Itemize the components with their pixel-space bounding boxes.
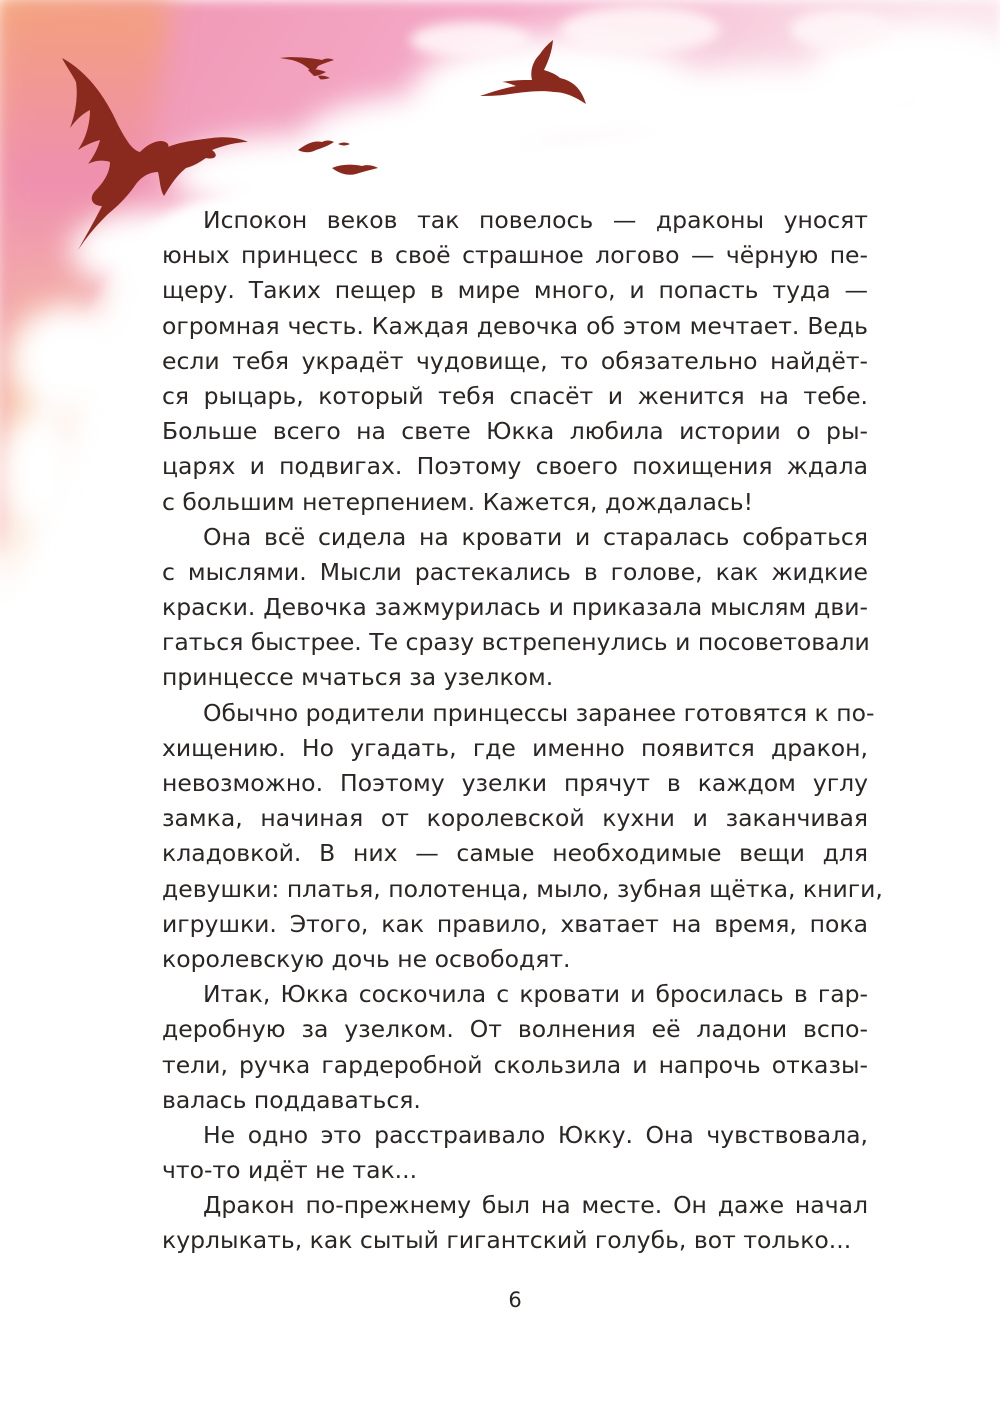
text-line: валась поддаваться. bbox=[162, 1085, 421, 1114]
text-line: курлыкать, как сытый гигантский голубь, вот только... bbox=[162, 1226, 852, 1255]
text-line: если тебя украдёт чудовище, то обязательно найдёт- bbox=[162, 346, 868, 375]
text-line: королевскую дочь не освободят. bbox=[162, 944, 571, 973]
text-line: щеру. Таких пещер в мире много, и попасть туда — bbox=[162, 276, 868, 305]
text-line: ся рыцарь, который тебя спасёт и женится на тебе. bbox=[162, 381, 868, 410]
text-line: Дракон по-прежнему был на месте. Он даже начал bbox=[203, 1191, 868, 1220]
text-line: девушки: платья, полотенца, мыло, зубная щётка, книги, bbox=[162, 874, 883, 903]
text-line: юных принцесс в своё страшное логово — чёрную пе- bbox=[162, 241, 868, 270]
text-line: Испокон веков так повелось — драконы уносят bbox=[203, 206, 868, 234]
paragraph bbox=[162, 1188, 868, 1258]
paragraph bbox=[162, 203, 868, 520]
text-line: краски. Девочка зажмурилась и приказала мыслям дви- bbox=[162, 593, 868, 622]
text-line: Обычно родители принцессы заранее готовятся к по- bbox=[203, 698, 875, 727]
text-line: с мыслями. Мысли растекались в голове, как жидкие bbox=[162, 557, 868, 586]
text-line: гаться быстрее. Те сразу встрепенулись и посоветовали bbox=[162, 628, 870, 657]
paragraph bbox=[162, 696, 883, 978]
text-line: Не одно это расстраивало Юкку. Она чувствовала, bbox=[203, 1120, 868, 1149]
text-line: тели, ручка гардеробной скользила и напрочь отказы- bbox=[162, 1050, 868, 1079]
text-line: Она всё сидела на кровати и старалась собраться bbox=[203, 522, 868, 551]
text-line: игрушки. Этого, как правило, хватает на время, пока bbox=[162, 909, 868, 938]
text-line: царях и подвигах. Поэтому своего похищения ждала bbox=[162, 452, 868, 481]
paragraph bbox=[162, 1118, 868, 1188]
text-line: что-то идёт не так... bbox=[162, 1156, 418, 1185]
text-line: кладовкой. В них — самые необходимые вещи для bbox=[162, 839, 868, 868]
text-line: Больше всего на свете Юкка любила истории о ры- bbox=[162, 417, 868, 446]
text-line: хищению. Но угадать, где именно появится дракон, bbox=[162, 733, 868, 762]
text-line: огромная честь. Каждая девочка об этом мечтает. Ведь bbox=[162, 311, 868, 340]
story-text bbox=[162, 203, 883, 1259]
text-line: невозможно. Поэтому узелки прячут в каждом углу bbox=[162, 769, 868, 797]
text-line: принцессе мчаться за узелком. bbox=[162, 663, 554, 692]
page-number: 6 bbox=[508, 1288, 522, 1312]
text-line: Итак, Юкка соскочила с кровати и бросилась в гар- bbox=[203, 980, 868, 1009]
text-line: с большим нетерпением. Кажется, дождалась! bbox=[162, 487, 754, 516]
paragraph bbox=[162, 520, 868, 696]
paragraph bbox=[162, 977, 868, 1118]
text-line: замка, начиная от королевской кухни и заканчивая bbox=[162, 804, 868, 833]
text-line: деробную за узелком. От волнения её ладони вспо- bbox=[162, 1015, 868, 1044]
